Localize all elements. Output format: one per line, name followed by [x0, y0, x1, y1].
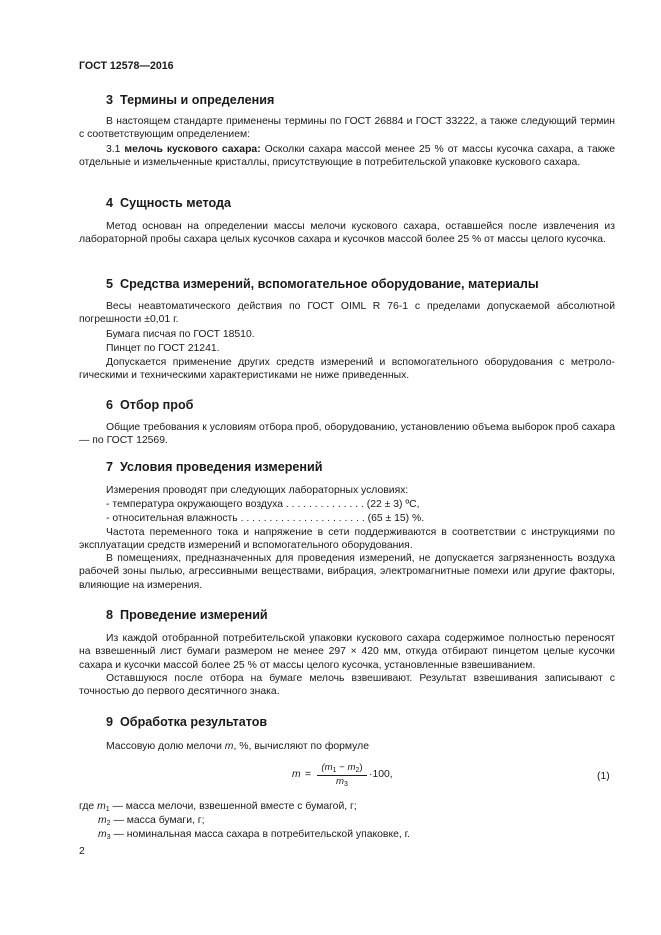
formula-fraction	[317, 762, 367, 788]
var-sub: 1	[105, 806, 110, 813]
section-7-heading	[106, 460, 322, 475]
formula-1	[292, 762, 402, 792]
section-title: Средства измерений, вспомогательное оборудование, материалы	[120, 277, 539, 291]
numerator-part: )	[359, 762, 363, 773]
section-8-heading	[106, 608, 268, 623]
section-title: Термины и определения	[120, 93, 275, 107]
section-number: 4	[106, 196, 114, 210]
section-number: 8	[106, 608, 114, 622]
section-7-paragraph-3: В помещениях, предназначенных для проведения измерений, не допускается загрязненность воздуха рабочей зоны пылью, агрессивными веществами, вибрация, электромагнитные помехи или другие факторы, влияющие на измерения.	[79, 553, 615, 591]
section-5-paragraph-1: Весы неавтоматического действия по ГОСТ OIML R 76-1 с пределами допускаемой абсолютной погрешности ±0,01 г.	[79, 301, 615, 326]
var: m	[98, 829, 107, 840]
numerator-sub-2: 2	[355, 767, 360, 774]
section-6-paragraph-1: Общие требования к условиям отбора проб, оборудованию, установлению объема выборок проб сахара — по ГОСТ 12569.	[79, 422, 615, 447]
section-3-paragraph-1: В настоящем стандарте применены термины по ГОСТ 26884 и ГОСТ 33222, а также следующий термин с соответствующим определением:	[79, 116, 615, 141]
var: m	[98, 815, 107, 826]
condition-temperature: - температура окружающего воздуха . . . . . . . . . . . . . . (22 ± 3) ºС,	[106, 499, 420, 510]
term-number: 3.1	[106, 144, 121, 155]
section-number: 5	[106, 277, 114, 291]
section-number: 9	[106, 715, 114, 729]
section-5-paragraph-3: Пинцет по ГОСТ 21241.	[106, 343, 220, 354]
var-sub: 2	[106, 820, 111, 827]
section-title: Условия проведения измерений	[120, 460, 323, 474]
denominator-var: m	[336, 776, 345, 787]
section-5-paragraph-4: Допускается применение других средств измерений и вспомогательного оборудования с метрологическими и техническими характеристиками не ниже приведенных.	[79, 357, 615, 382]
var: m	[97, 801, 106, 812]
section-4-heading	[106, 196, 231, 211]
where-word: где	[79, 801, 98, 812]
formula-lhs: m	[292, 769, 301, 780]
section-7-paragraph-1: Измерения проводят при следующих лабораторных условиях:	[106, 485, 409, 496]
term-text: Осколки сахара массой менее 25 % от массы кусочка сахара, а также отдельные и измельченные кристаллы, присутствующие в потребительской упаковке кускового сахара.	[79, 144, 615, 169]
section-title: Проведение измерений	[120, 608, 268, 622]
section-number: 7	[106, 460, 114, 474]
formula-denominator	[317, 776, 367, 788]
section-title: Отбор проб	[120, 398, 194, 412]
numerator-part: (m	[321, 762, 333, 773]
equation-number: (1)	[597, 771, 610, 782]
section-title: Сущность метода	[120, 196, 231, 210]
formula-numerator	[317, 762, 367, 776]
section-title: Обработка результатов	[120, 715, 268, 729]
numerator-sub-1: 1	[332, 767, 337, 774]
section-number: 6	[106, 398, 114, 412]
section-8-paragraph-2: Оставшуюся после отбора на бумаге мелочь взвешивают. Результат взвешивания записывают с точностью до первого десятичного знака.	[79, 673, 615, 698]
condition-humidity: - относительная влажность . . . . . . . . . . . . . . . . . . . . . . (65 ± 15) %.	[106, 513, 425, 524]
term-name: мелочь кускового сахара:	[124, 144, 261, 155]
intro-variable: m	[224, 741, 234, 752]
section-3-heading	[106, 93, 274, 108]
section-9-heading	[106, 715, 267, 730]
numerator-part: − m	[336, 762, 356, 773]
definition-m3	[79, 828, 410, 842]
formula-equals: =	[305, 769, 312, 780]
intro-text-end: , %, вычисляют по формуле	[233, 741, 369, 752]
def-text: — масса мелочи, взвешенной вместе с бумагой, г;	[109, 801, 357, 812]
definition-m1	[79, 800, 410, 814]
term-definition-3-1	[79, 143, 615, 170]
section-4-paragraph-1: Метод основан на определении массы мелочи кускового сахара, оставшейся после извлечения из лабораторной пробы сахара целых кусочков сахара и кусочков массой более 25 % от массы целого кусочка.	[79, 221, 615, 246]
section-5-paragraph-2: Бумага писчая по ГОСТ 18510.	[106, 329, 255, 340]
def-text: — масса бумаги, г;	[110, 815, 205, 826]
variable-definitions	[79, 800, 410, 842]
var-sub: 3	[106, 834, 111, 841]
denominator-sub: 3	[344, 781, 348, 788]
section-7-paragraph-2: Частота переменного тока и напряжение в сети поддерживаются в соответствии с инструкциями по эксплуатации средств измерений и вспомогательного оборудования.	[79, 527, 615, 552]
document-id: ГОСТ 12578—2016	[79, 60, 174, 72]
def-text: — номинальная масса сахара в потребительской упаковке, г.	[110, 829, 411, 840]
formula-tail: ·100,	[369, 769, 393, 780]
intro-text: Массовую долю мелочи	[106, 741, 225, 752]
section-5-heading	[106, 277, 539, 292]
definition-m2	[79, 814, 410, 828]
page-number: 2	[79, 846, 85, 857]
section-6-heading	[106, 398, 193, 413]
section-8-paragraph-1: Из каждой отобранной потребительской упаковки кускового сахара содержимое полностью переносят на взвешенный лист бумаги размером не менее 297 × 420 мм, откуда отбирают пинцетом целые кусочки сахара и кусочки массой более 25 % от массы целого кусочка, установленные взвешиванием.	[79, 633, 615, 671]
section-number: 3	[106, 93, 114, 107]
section-9-intro	[106, 740, 615, 753]
